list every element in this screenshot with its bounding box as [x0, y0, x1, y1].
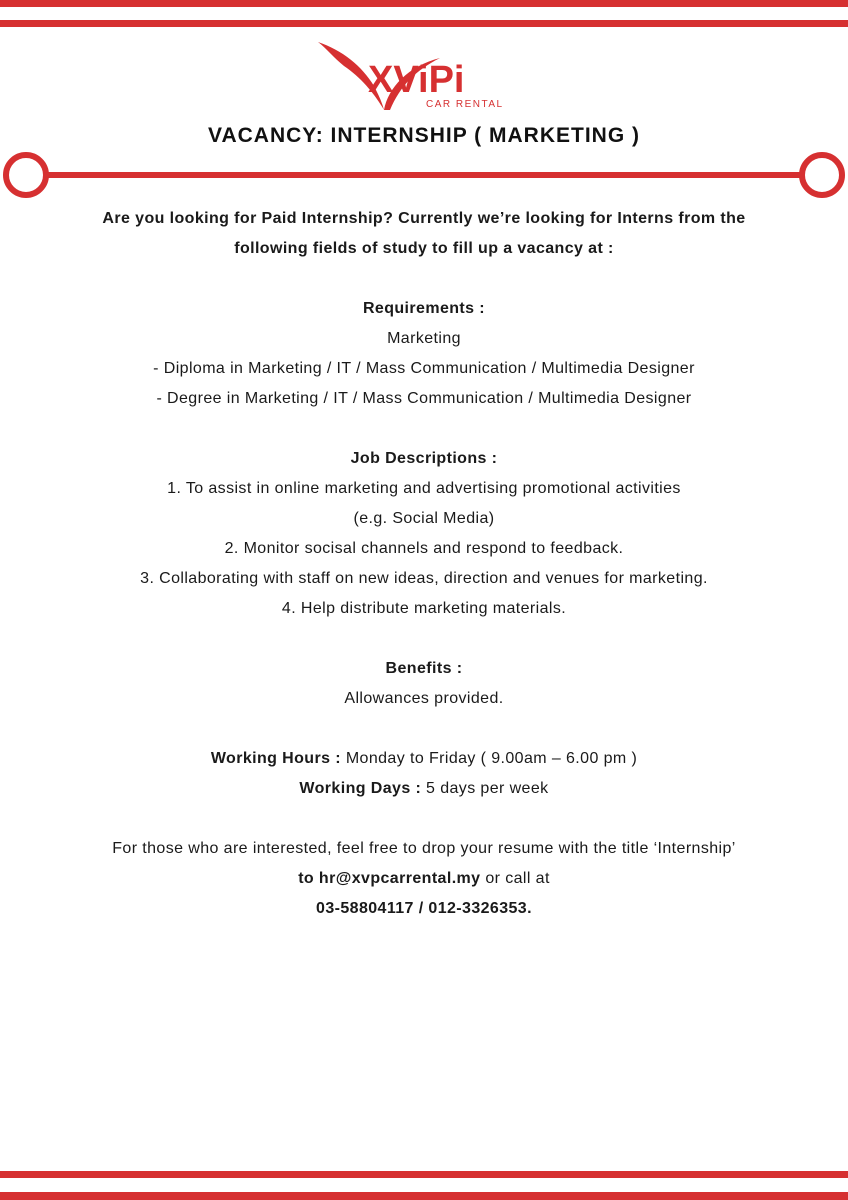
working-hours	[40, 744, 808, 774]
intro-line-2: following fields of study to fill up a vacancy at :	[234, 240, 614, 257]
contact-line-1: For those who are interested, feel free to drop your resume with the title ‘Internship’	[112, 840, 736, 857]
contact-line-2	[40, 864, 808, 894]
job-line: 3. Collaborating with staff on new ideas, direction and venues for marketing.	[140, 570, 708, 587]
requirements-heading: Requirements :	[362, 300, 486, 317]
intro-line-1: Are you looking for Paid Internship? Currently we’re looking for Interns from the	[102, 210, 746, 227]
bottom-stripe-outer	[0, 1192, 848, 1200]
benefits-heading: Benefits :	[385, 660, 463, 677]
working-days	[40, 774, 808, 804]
job-line: 1. To assist in online marketing and advertising promotional activities	[167, 480, 681, 497]
working-days-label: Working Days :	[299, 780, 422, 797]
requirement-item: - Degree in Marketing / IT / Mass Communication / Multimedia Designer	[156, 390, 692, 407]
job-descriptions-heading: Job Descriptions :	[350, 450, 498, 467]
job-line: 4. Help distribute marketing materials.	[281, 600, 567, 617]
contact-email[interactable]: to hr@xvpcarrental.my	[298, 870, 481, 887]
page-title: VACANCY: INTERNSHIP ( MARKETING )	[208, 124, 640, 147]
vacancy-body	[40, 204, 808, 924]
top-stripe-inner	[0, 20, 848, 27]
title-divider	[0, 148, 848, 202]
benefits-text: Allowances provided.	[344, 690, 504, 707]
logo-text: XViPi	[368, 59, 465, 101]
job-line: 2. Monitor socisal channels and respond to feedback.	[224, 540, 624, 557]
working-hours-value: Monday to Friday ( 9.00am – 6.00 pm )	[340, 750, 638, 767]
requirement-item: - Diploma in Marketing / IT / Mass Communication / Multimedia Designer	[153, 360, 695, 377]
working-hours-label: Working Hours :	[210, 750, 341, 767]
xvipi-logo	[316, 40, 504, 112]
working-days-value: 5 days per week	[421, 780, 549, 797]
contact-phones[interactable]: 03-58804117 / 012-3326353.	[316, 900, 532, 917]
top-stripe-outer	[0, 0, 848, 7]
logo-subtitle: CAR RENTAL	[426, 99, 504, 110]
job-line: (e.g. Social Media)	[353, 510, 495, 527]
contact-email-suffix: or call at	[480, 870, 550, 887]
requirements-field: Marketing	[387, 330, 461, 347]
bottom-stripe-inner	[0, 1171, 848, 1178]
